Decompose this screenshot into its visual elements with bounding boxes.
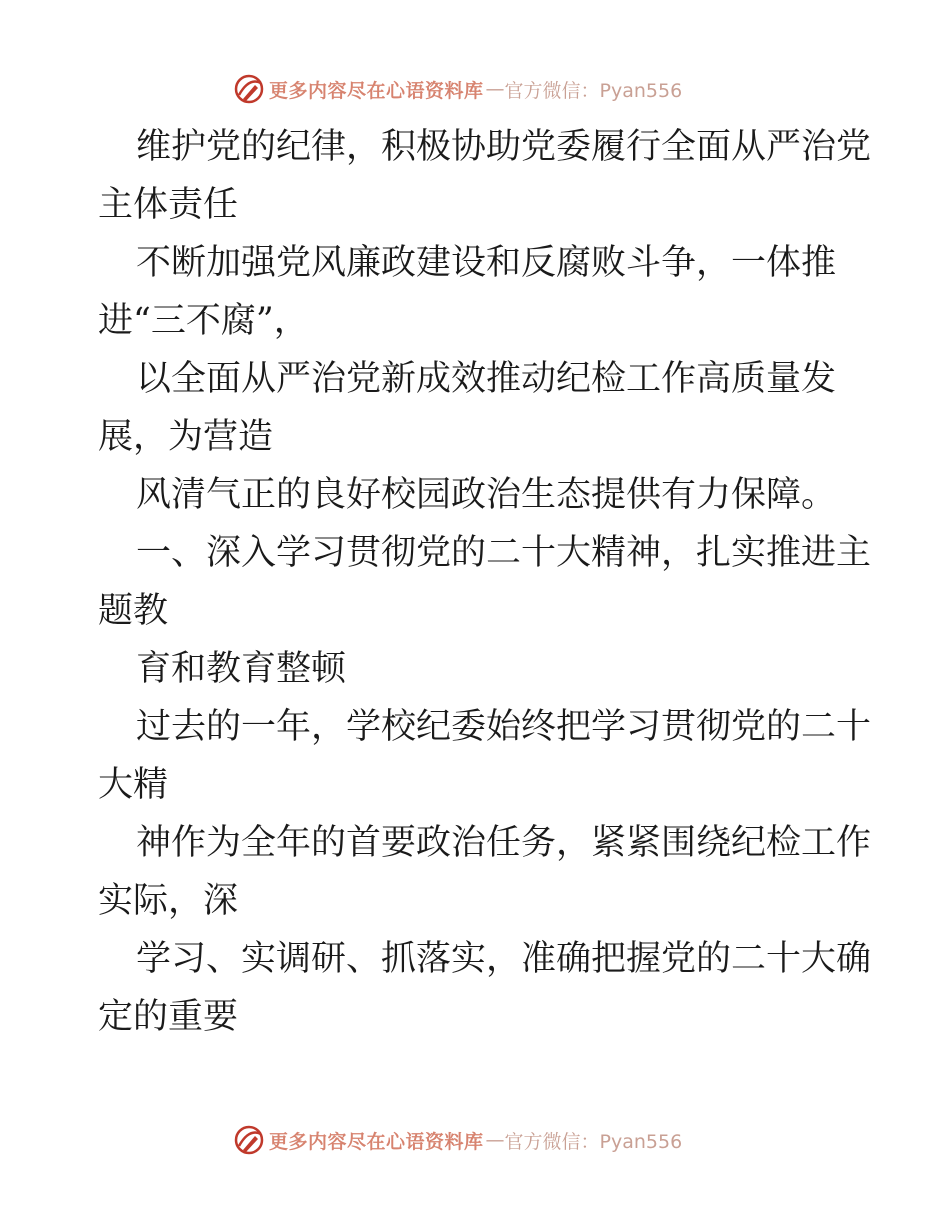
paragraph-line: 进“三不腐”， — [98, 301, 309, 341]
paragraph-line: 大精 — [98, 765, 169, 805]
paragraph-line: 神作为全年的首要政治任务，紧紧围绕纪检工作 — [136, 823, 872, 863]
paragraph — [98, 466, 868, 524]
logo-icon — [233, 73, 265, 105]
footer-banner — [233, 1123, 753, 1157]
logo-icon — [233, 1124, 265, 1156]
paragraph-line: 学习、实调研、抓落实，准确把握党的二十大确 — [136, 939, 872, 979]
paragraph-line: 不断加强党风廉政建设和反腐败斗争，一体推 — [136, 243, 837, 283]
paragraph — [98, 118, 872, 234]
paragraph-line: 题教 — [98, 591, 169, 631]
header-banner — [233, 72, 753, 106]
document-body — [98, 118, 872, 1046]
footer-wechat-text: 官方微信：Pyan556 — [504, 1130, 683, 1153]
paragraph — [98, 350, 868, 466]
paragraph — [98, 640, 868, 698]
footer-separator: — — [485, 1129, 505, 1151]
paragraph-line: 一、深入学习贯彻党的二十大精神，扎实推进主 — [136, 533, 872, 573]
paragraph — [98, 524, 872, 640]
paragraph-line: 主体责任 — [98, 185, 239, 225]
paragraph-line: 实际，深 — [98, 881, 239, 921]
header-wechat-text: 官方微信：Pyan556 — [504, 79, 683, 102]
paragraph-line: 风清气正的良好校园政治生态提供有力保障。 — [136, 475, 837, 515]
footer-brand-text: 更多内容尽在心语资料库 — [269, 1130, 484, 1153]
header-brand-text: 更多内容尽在心语资料库 — [269, 79, 484, 102]
paragraph-line: 过去的一年，学校纪委始终把学习贯彻党的二十 — [136, 707, 872, 747]
paragraph-line: 育和教育整顿 — [136, 649, 347, 689]
paragraph-line: 以全面从严治党新成效推动纪检工作高质量发 — [136, 359, 837, 399]
paragraph-line: 维护党的纪律，积极协助党委履行全面从严治党 — [136, 127, 872, 167]
paragraph — [98, 814, 872, 930]
paragraph — [98, 930, 872, 1046]
paragraph — [98, 234, 868, 350]
paragraph — [98, 698, 872, 814]
paragraph-line: 展，为营造 — [98, 417, 274, 457]
paragraph-line: 定的重要 — [98, 997, 239, 1037]
header-separator: — — [485, 78, 505, 100]
